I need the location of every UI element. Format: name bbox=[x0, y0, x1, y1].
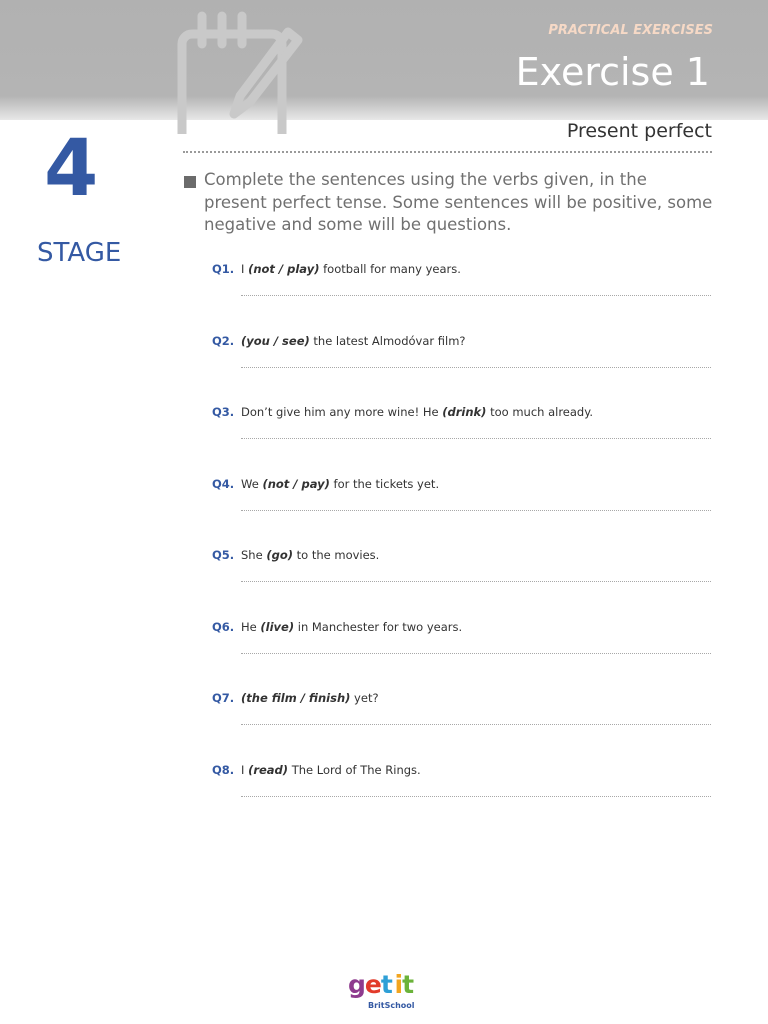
square-bullet-icon bbox=[184, 176, 196, 188]
question-number: Q1. bbox=[212, 262, 235, 276]
question-number: Q7. bbox=[212, 691, 235, 705]
question-number: Q2. bbox=[212, 333, 235, 348]
question-item bbox=[212, 477, 712, 527]
question-verb: (live) bbox=[260, 619, 295, 634]
question-text-before: I bbox=[241, 762, 249, 777]
logo-word bbox=[348, 970, 413, 999]
question-text bbox=[241, 405, 593, 419]
question-text-after: The Lord of The Rings. bbox=[288, 762, 421, 777]
answer-line[interactable] bbox=[241, 510, 711, 511]
question-text bbox=[241, 262, 461, 276]
logo-letter: t bbox=[402, 970, 414, 999]
getit-britschool-logo bbox=[346, 972, 426, 1014]
topic-subtitle: Present perfect bbox=[566, 120, 712, 142]
header-kicker: PRACTICAL EXERCISES bbox=[548, 23, 713, 38]
logo-letter: t bbox=[380, 970, 392, 999]
question-item bbox=[212, 548, 712, 598]
logo-letter: e bbox=[364, 970, 381, 999]
question-item bbox=[212, 405, 712, 455]
question-text-after: for the tickets yet. bbox=[329, 476, 440, 491]
question-verb: (go) bbox=[266, 548, 293, 562]
logo-letter: i bbox=[394, 970, 403, 999]
notepad-pencil-icon bbox=[160, 4, 310, 134]
answer-line[interactable] bbox=[241, 796, 711, 797]
question-text bbox=[241, 477, 439, 491]
question-verb: (not / play) bbox=[248, 262, 320, 276]
question-text-after: the latest Almodóvar film? bbox=[309, 333, 466, 348]
question-text-after: to the movies. bbox=[292, 548, 380, 562]
question-item bbox=[212, 763, 712, 813]
dotted-divider bbox=[183, 151, 712, 153]
stage-number: 4 bbox=[44, 124, 99, 214]
question-number: Q3. bbox=[212, 405, 235, 419]
question-verb: (you / see) bbox=[241, 333, 310, 348]
question-text bbox=[241, 691, 379, 705]
question-text bbox=[241, 548, 379, 562]
question-number: Q6. bbox=[212, 619, 235, 634]
exercise-title: Exercise 1 bbox=[515, 50, 710, 94]
question-text-before: I bbox=[241, 262, 249, 276]
logo-subtitle: BritSchool bbox=[368, 1001, 415, 1010]
question-text bbox=[241, 334, 466, 348]
question-number: Q4. bbox=[212, 476, 235, 491]
answer-line[interactable] bbox=[241, 438, 711, 439]
question-text-before: Don’t give him any more wine! He bbox=[241, 405, 443, 419]
question-text-after: football for many years. bbox=[319, 262, 461, 276]
question-item bbox=[212, 620, 712, 670]
question-text-after: yet? bbox=[350, 691, 379, 705]
question-verb: (the film / finish) bbox=[241, 691, 351, 705]
question-text-after: in Manchester for two years. bbox=[294, 619, 463, 634]
question-item bbox=[212, 262, 712, 312]
instruction-text: Complete the sentences using the verbs given, in the present perfect tense. Some sentences will be positive, some negative and some will be questions. bbox=[204, 170, 713, 234]
answer-line[interactable] bbox=[241, 653, 711, 654]
question-text-before: He bbox=[241, 619, 261, 634]
answer-line[interactable] bbox=[241, 724, 711, 725]
question-text bbox=[241, 763, 421, 777]
question-number: Q5. bbox=[212, 548, 235, 562]
answer-line[interactable] bbox=[241, 295, 711, 296]
question-text-after: too much already. bbox=[486, 405, 594, 419]
question-item bbox=[212, 334, 712, 384]
logo-letter: g bbox=[348, 970, 365, 999]
question-verb: (read) bbox=[248, 762, 289, 777]
question-text-before: She bbox=[241, 548, 267, 562]
answer-line[interactable] bbox=[241, 367, 711, 368]
stage-label: STAGE bbox=[37, 238, 122, 268]
question-number: Q8. bbox=[212, 762, 235, 777]
question-verb: (drink) bbox=[442, 405, 487, 419]
answer-line[interactable] bbox=[241, 581, 711, 582]
question-verb: (not / pay) bbox=[262, 476, 330, 491]
question-text-before: We bbox=[241, 476, 263, 491]
question-text bbox=[241, 620, 462, 634]
question-item bbox=[212, 691, 712, 741]
